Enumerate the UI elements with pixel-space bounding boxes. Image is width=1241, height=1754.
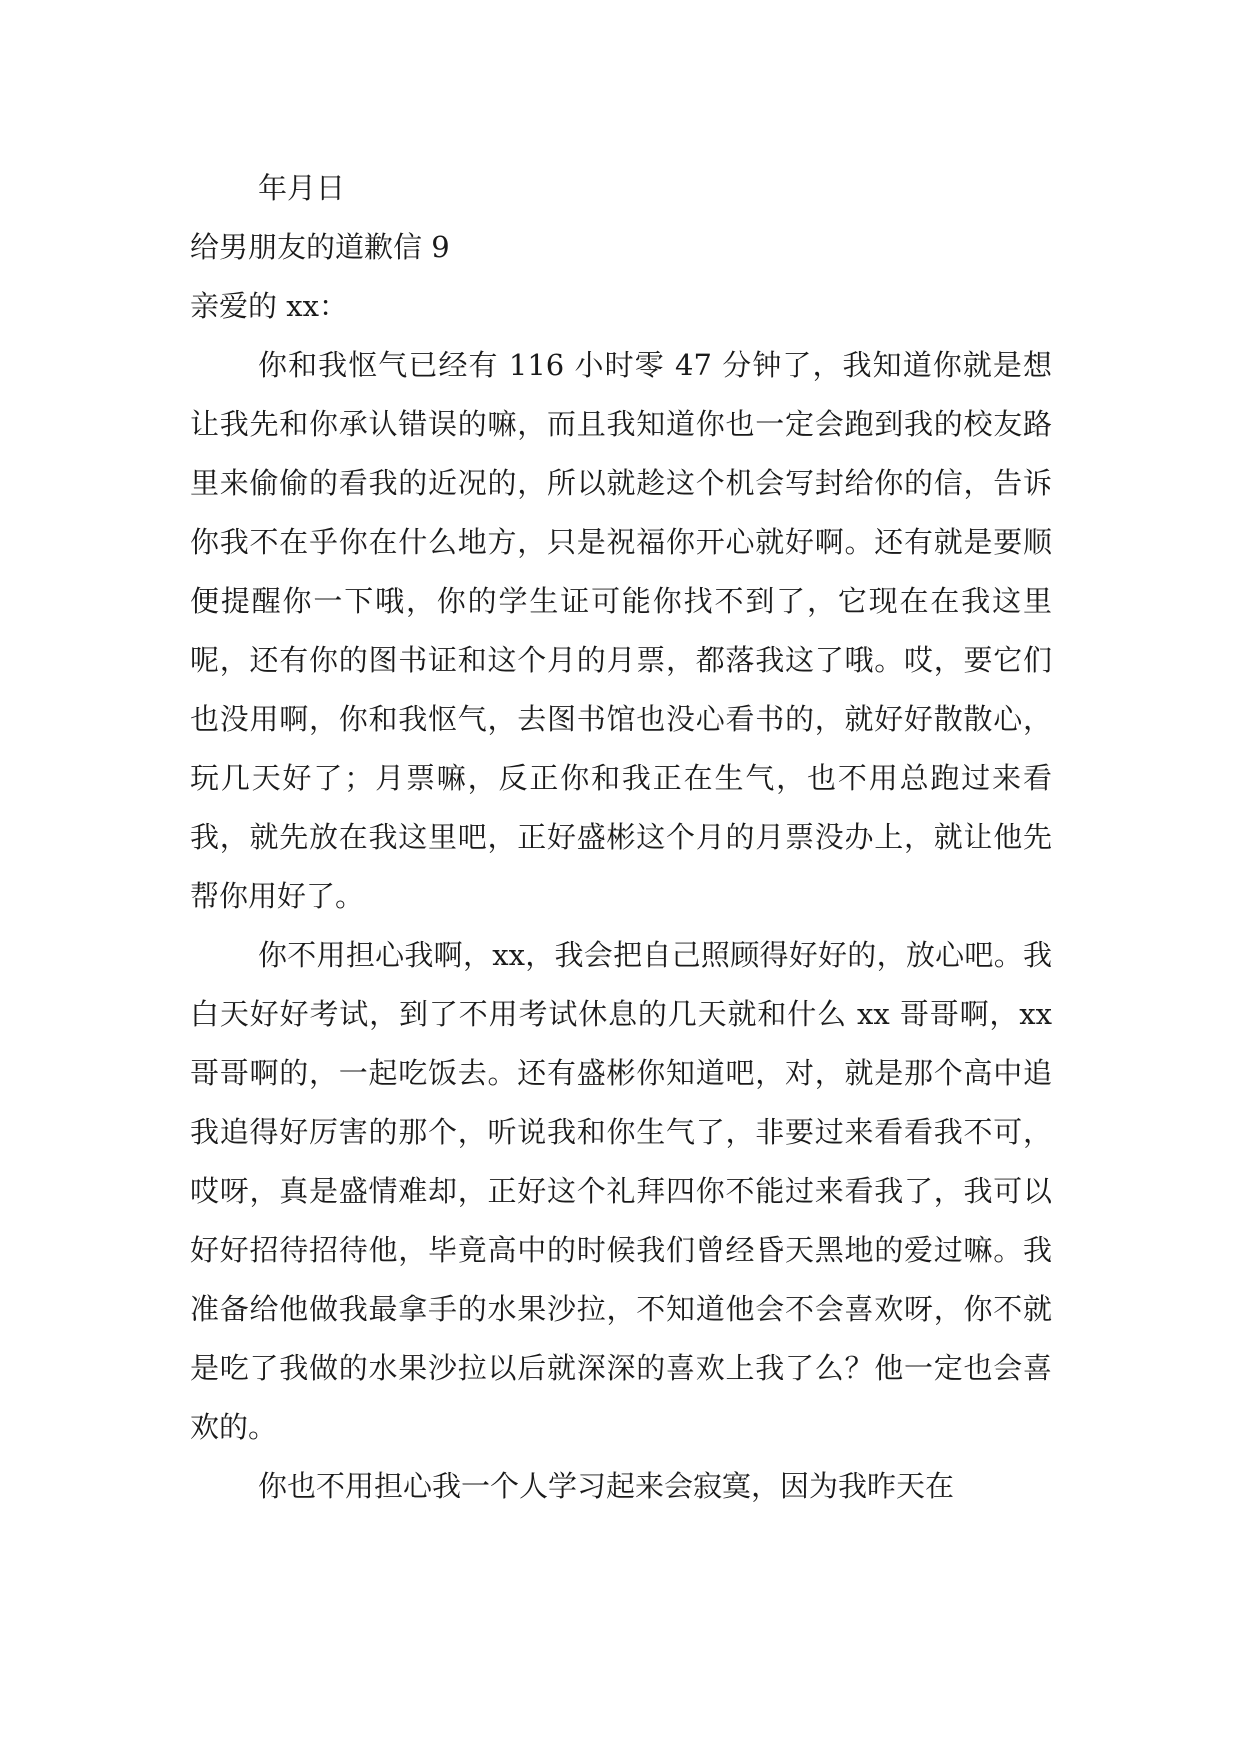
date-line: 年月日 [258,171,346,205]
paragraph-3: 你也不用担心我一个人学习起来会寂寞，因为我昨天在 [258,1469,955,1503]
letter-body [190,159,1052,1516]
paragraph-1: 你和我怄气已经有 116 小时零 47 分钟了，我知道你就是想让我先和你承认错误的嘛，而且我知道你也一定会跑到我的校友路里来偷偷的看我的近况的，所以就趁这个机会写封给你的信，告诉你我不在乎你在什么地方，只是祝福你开心就好啊。还有就是要顺便提醒你一下哦，你的学生证可能你找不到了，它现在在我这里呢，还有你的图书证和这个月的月票，都落我这了哦。哎，要它们也没用啊，你和我怄气，去图书馆也没心看书的，就好好散散心，玩几天好了；月票嘛，反正你和我正在生气，也不用总跑过来看我，就先放在我这里吧，正好盛彬这个月的月票没办上，就让他先帮你用好了。 [190,348,1052,913]
salutation: 亲爱的 xx： [190,289,348,323]
letter-title: 给男朋友的道歉信 9 [190,230,450,264]
paragraph-2: 你不用担心我啊，xx，我会把自己照顾得好好的，放心吧。我白天好好考试，到了不用考试休息的几天就和什么 xx 哥哥啊，xx 哥哥啊的，一起吃饭去。还有盛彬你知道吧，对，就是那个高中追我追得好厉害的那个，听说我和你生气了，非要过来看看我不可，哎呀，真是盛情难却，正好这个礼拜四你不能过来看我了，我可以好好招待招待他，毕竟高中的时候我们曾经昏天黑地的爱过嘛。我准备给他做我最拿手的水果沙拉，不知道他会不会喜欢呀，你不就是吃了我做的水果沙拉以后就深深的喜欢上我了么？他一定也会喜欢的。 [190,938,1052,1444]
